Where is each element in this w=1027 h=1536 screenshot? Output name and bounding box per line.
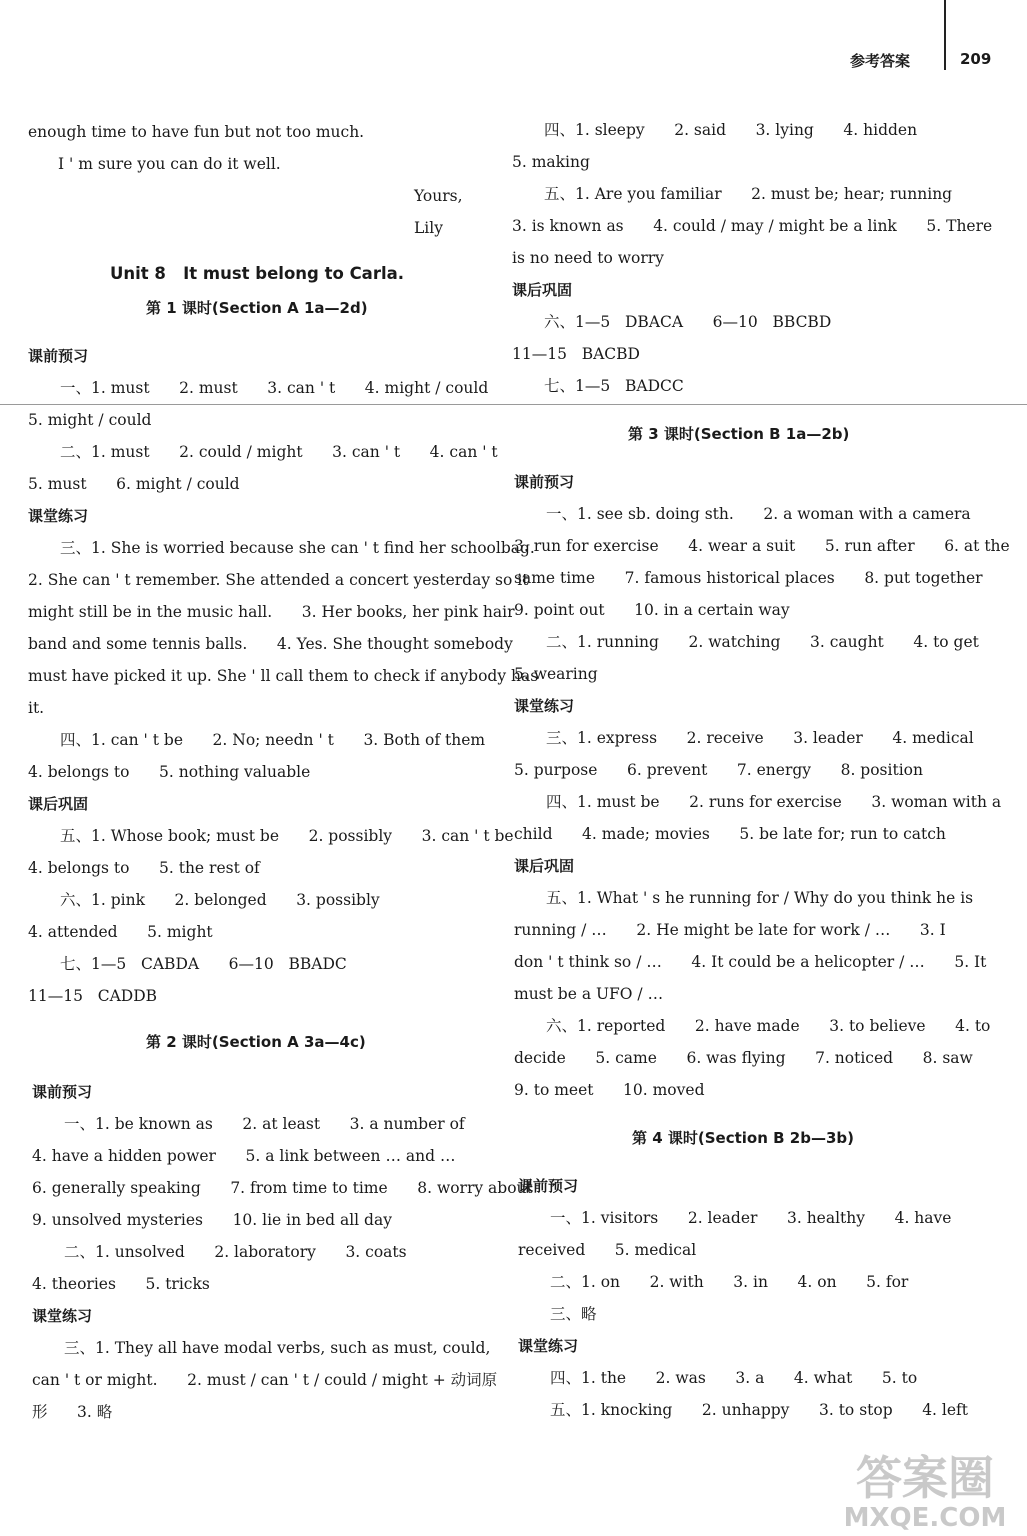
watermark-logo bbox=[830, 1440, 1020, 1532]
right-line: don ' t think so / … 4. It could be a helicopter / … 5. It bbox=[514, 953, 987, 971]
section-heading: 课后巩固 bbox=[514, 857, 575, 875]
right-line: same time 7. famous historical places 8. put together bbox=[514, 569, 983, 587]
left-line: Yours, bbox=[414, 187, 463, 205]
left-line: 4. belongs to 5. the rest of bbox=[28, 859, 260, 877]
right-line: 二、1. running 2. watching 3. caught 4. to get bbox=[546, 633, 979, 651]
lesson-title: 第 2 课时(Section A 3a—4c) bbox=[146, 1033, 366, 1051]
section-heading: 课后巩固 bbox=[512, 281, 573, 299]
left-line: 5. must 6. might / could bbox=[28, 475, 240, 493]
left-line: 六、1. pink 2. belonged 3. possibly bbox=[60, 891, 380, 909]
right-line: received 5. medical bbox=[518, 1241, 697, 1259]
right-line: 3. is known as 4. could / may / might be a link 5. There bbox=[512, 217, 993, 235]
left-line: 5. might / could bbox=[28, 411, 152, 429]
left-line: can ' t or might. 2. must / can ' t / could / might + 动词原 bbox=[32, 1371, 498, 1389]
lesson-title: 第 3 课时(Section B 1a—2b) bbox=[628, 425, 850, 443]
section-heading: 课堂练习 bbox=[518, 1337, 579, 1355]
left-line: 4. have a hidden power 5. a link between … and … bbox=[32, 1147, 456, 1165]
lesson-title: 第 1 课时(Section A 1a—2d) bbox=[146, 299, 368, 317]
right-line: 六、1. reported 2. have made 3. to believe 4. to bbox=[546, 1017, 991, 1035]
right-line: 二、1. on 2. with 3. in 4. on 5. for bbox=[550, 1273, 909, 1291]
section-heading: 课前预习 bbox=[518, 1177, 579, 1195]
right-line: 七、1—5 BADCC bbox=[544, 377, 684, 395]
left-line: must have picked it up. She ' ll call them to check if anybody has bbox=[28, 667, 539, 685]
left-line: it. bbox=[28, 699, 45, 717]
section-heading: 课前预习 bbox=[32, 1083, 93, 1101]
right-line: running / … 2. He might be late for work / … 3. I bbox=[514, 921, 946, 939]
right-line: 五、1. knocking 2. unhappy 3. to stop 4. left bbox=[550, 1401, 969, 1419]
left-line: 4. attended 5. might bbox=[28, 923, 213, 941]
right-line: 5. wearing bbox=[514, 665, 598, 683]
right-line: child 4. made; movies 5. be late for; run to catch bbox=[514, 825, 946, 843]
left-line: band and some tennis balls. 4. Yes. She thought somebody bbox=[28, 635, 513, 653]
section-heading: 课堂练习 bbox=[28, 507, 89, 525]
right-line: 四、1. the 2. was 3. a 4. what 5. to bbox=[550, 1369, 918, 1387]
left-line: 七、1—5 CABDA 6—10 BBADC bbox=[60, 955, 347, 973]
right-line: 3. run for exercise 4. wear a suit 5. run after 6. at the bbox=[514, 537, 1010, 555]
left-line: enough time to have fun but not too much. bbox=[28, 123, 365, 141]
right-line: must be a UFO / … bbox=[514, 985, 664, 1003]
right-line: 四、1. sleepy 2. said 3. lying 4. hidden bbox=[544, 121, 918, 139]
right-line: 三、1. express 2. receive 3. leader 4. medical bbox=[546, 729, 974, 747]
header-title: 参考答案 bbox=[850, 52, 911, 70]
section-heading: 课前预习 bbox=[514, 473, 575, 491]
right-line: 三、略 bbox=[550, 1305, 597, 1323]
right-line: 五、1. Are you familiar 2. must be; hear; running bbox=[544, 185, 953, 203]
right-line: 5. making bbox=[512, 153, 590, 171]
section-heading: 课堂练习 bbox=[32, 1307, 93, 1325]
section-heading: 课堂练习 bbox=[514, 697, 575, 715]
watermark-text: 答案圈 bbox=[856, 1451, 994, 1505]
left-line: 二、1. must 2. could / might 3. can ' t 4. can ' t bbox=[60, 443, 498, 461]
left-line: 6. generally speaking 7. from time to time 8. worry about bbox=[32, 1179, 533, 1197]
left-line: 11—15 CADDB bbox=[28, 987, 158, 1005]
right-line: is no need to worry bbox=[512, 249, 664, 267]
section-heading: 课前预习 bbox=[28, 347, 89, 365]
right-line: 5. purpose 6. prevent 7. energy 8. position bbox=[514, 761, 923, 779]
left-line: 四、1. can ' t be 2. No; needn ' t 3. Both of them bbox=[60, 731, 486, 749]
right-line: 四、1. must be 2. runs for exercise 3. woman with a bbox=[546, 793, 1002, 811]
right-line: 9. to meet 10. moved bbox=[514, 1081, 705, 1099]
right-line: 六、1—5 DBACA 6—10 BBCBD bbox=[544, 313, 832, 331]
scan-line bbox=[0, 404, 1027, 405]
watermark-url: MXQE.COM bbox=[843, 1503, 1007, 1532]
left-line: Lily bbox=[414, 219, 443, 237]
left-line: 4. theories 5. tricks bbox=[32, 1275, 210, 1293]
left-line: 五、1. Whose book; must be 2. possibly 3. can ' t be bbox=[60, 827, 514, 845]
left-line: 一、1. be known as 2. at least 3. a number of bbox=[64, 1115, 465, 1133]
right-line: 9. point out 10. in a certain way bbox=[514, 601, 790, 619]
left-line: 三、1. She is worried because she can ' t find her schoolbag. bbox=[60, 539, 535, 557]
right-line: decide 5. came 6. was flying 7. noticed 8. saw bbox=[514, 1049, 973, 1067]
header-divider bbox=[944, 0, 946, 70]
left-line: 4. belongs to 5. nothing valuable bbox=[28, 763, 311, 781]
right-line: 11—15 BACBD bbox=[512, 345, 640, 363]
right-line: 一、1. see sb. doing sth. 2. a woman with a camera bbox=[546, 505, 971, 523]
left-line: 一、1. must 2. must 3. can ' t 4. might / could bbox=[60, 379, 489, 397]
left-line: 二、1. unsolved 2. laboratory 3. coats bbox=[64, 1243, 407, 1261]
right-line: 五、1. What ' s he running for / Why do you think he is bbox=[546, 889, 974, 907]
right-line: 一、1. visitors 2. leader 3. healthy 4. have bbox=[550, 1209, 952, 1227]
page-number: 209 bbox=[960, 50, 992, 68]
left-line: 形 3. 略 bbox=[32, 1403, 113, 1421]
lesson-title: 第 4 课时(Section B 2b—3b) bbox=[632, 1129, 854, 1147]
left-line: 9. unsolved mysteries 10. lie in bed all day bbox=[32, 1211, 392, 1229]
section-heading: 课后巩固 bbox=[28, 795, 89, 813]
left-line: I ' m sure you can do it well. bbox=[58, 155, 281, 173]
unit-title: Unit 8 It must belong to Carla. bbox=[110, 264, 405, 283]
left-line: 2. She can ' t remember. She attended a concert yesterday so it bbox=[28, 571, 529, 589]
left-line: 三、1. They all have modal verbs, such as must, could, bbox=[64, 1339, 491, 1357]
left-line: might still be in the music hall. 3. Her books, her pink hair bbox=[28, 603, 515, 621]
